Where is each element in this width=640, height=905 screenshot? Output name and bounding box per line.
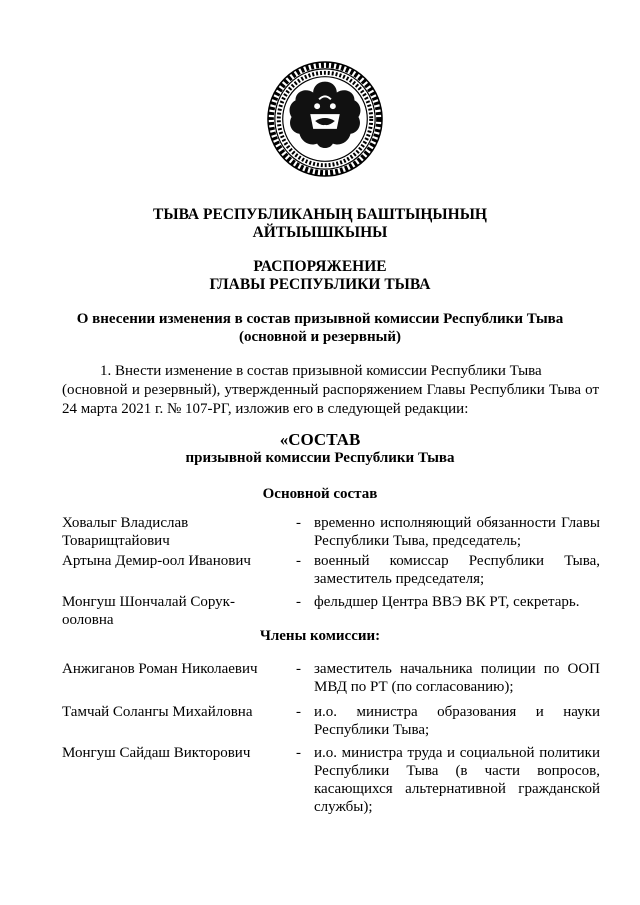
composition-subtitle: призывной комиссии Республики Тыва (185, 450, 455, 466)
member-role: и.о. министра труда и социальной политики Республики Тыва (в части вопросов, касающихся альтернативной гражданской службы); (314, 745, 600, 815)
issuer-header-line2: АЙТЫЫШКЫНЫ (252, 224, 388, 241)
member-role: военный комиссар Республики Тыва, заместитель председателя; (314, 553, 600, 587)
issuer-header-line1: ТЫВА РЕСПУБЛИКАНЫҢ БАШТЫҢЫНЫҢ (153, 206, 487, 223)
document-subject (0, 310, 640, 346)
dash-separator: - (296, 515, 301, 531)
main-section-heading: Основной состав (262, 486, 378, 502)
document-type-line2: ГЛАВЫ РЕСПУБЛИКИ ТЫВА (209, 276, 431, 293)
member-role: и.о. министра образования и науки Республики Тыва; (314, 704, 600, 738)
issuer-header (0, 206, 640, 242)
tuva-coat-of-arms-icon (266, 60, 384, 178)
dash-separator: - (296, 553, 301, 569)
composition-title (0, 430, 640, 468)
document-subject-line1: О внесении изменения в состав призывной комиссии Республики Тыва (76, 311, 564, 327)
member-name: Ховалыг Владислав Товарищтайович (62, 515, 189, 549)
member-name: Тамчай Солангы Михайловна (62, 704, 253, 720)
document-subject-line2: (основной и резервный) (238, 329, 402, 345)
dash-separator: - (296, 594, 301, 610)
document-type (0, 258, 640, 294)
member-name: Монгуш Шончалай Сорук-ооловна (62, 594, 235, 628)
paragraph-1-rest: (основной и резервный), утвержденный распоряжением Главы Республики Тыва от 24 марта 2021 г. № 107-РГ, изложив его в следующей редакции: (62, 382, 599, 417)
dash-separator: - (296, 704, 301, 720)
members-section-heading: Члены комиссии: (259, 628, 381, 644)
composition-title-line: «СОСТАВ (279, 430, 361, 449)
dash-separator: - (296, 745, 301, 761)
member-role: временно исполняющий обязанности Главы Республики Тыва, председатель; (314, 515, 600, 549)
member-name: Артына Демир-оол Иванович (62, 553, 251, 569)
member-name: Анжиганов Роман Николаевич (62, 661, 258, 677)
dash-separator: - (296, 661, 301, 677)
paragraph-1 (62, 362, 599, 419)
member-role: фельдшер Центра ВВЭ ВК РТ, секретарь. (314, 594, 580, 610)
document-type-line1: РАСПОРЯЖЕНИЕ (253, 258, 387, 275)
member-role: заместитель начальника полиции по ООП МВД по РТ (по согласованию); (314, 661, 600, 695)
member-name: Монгуш Сайдаш Викторович (62, 745, 251, 761)
paragraph-1-first-line: 1. Внести изменение в состав призывной комиссии Республики Тыва (100, 363, 542, 379)
